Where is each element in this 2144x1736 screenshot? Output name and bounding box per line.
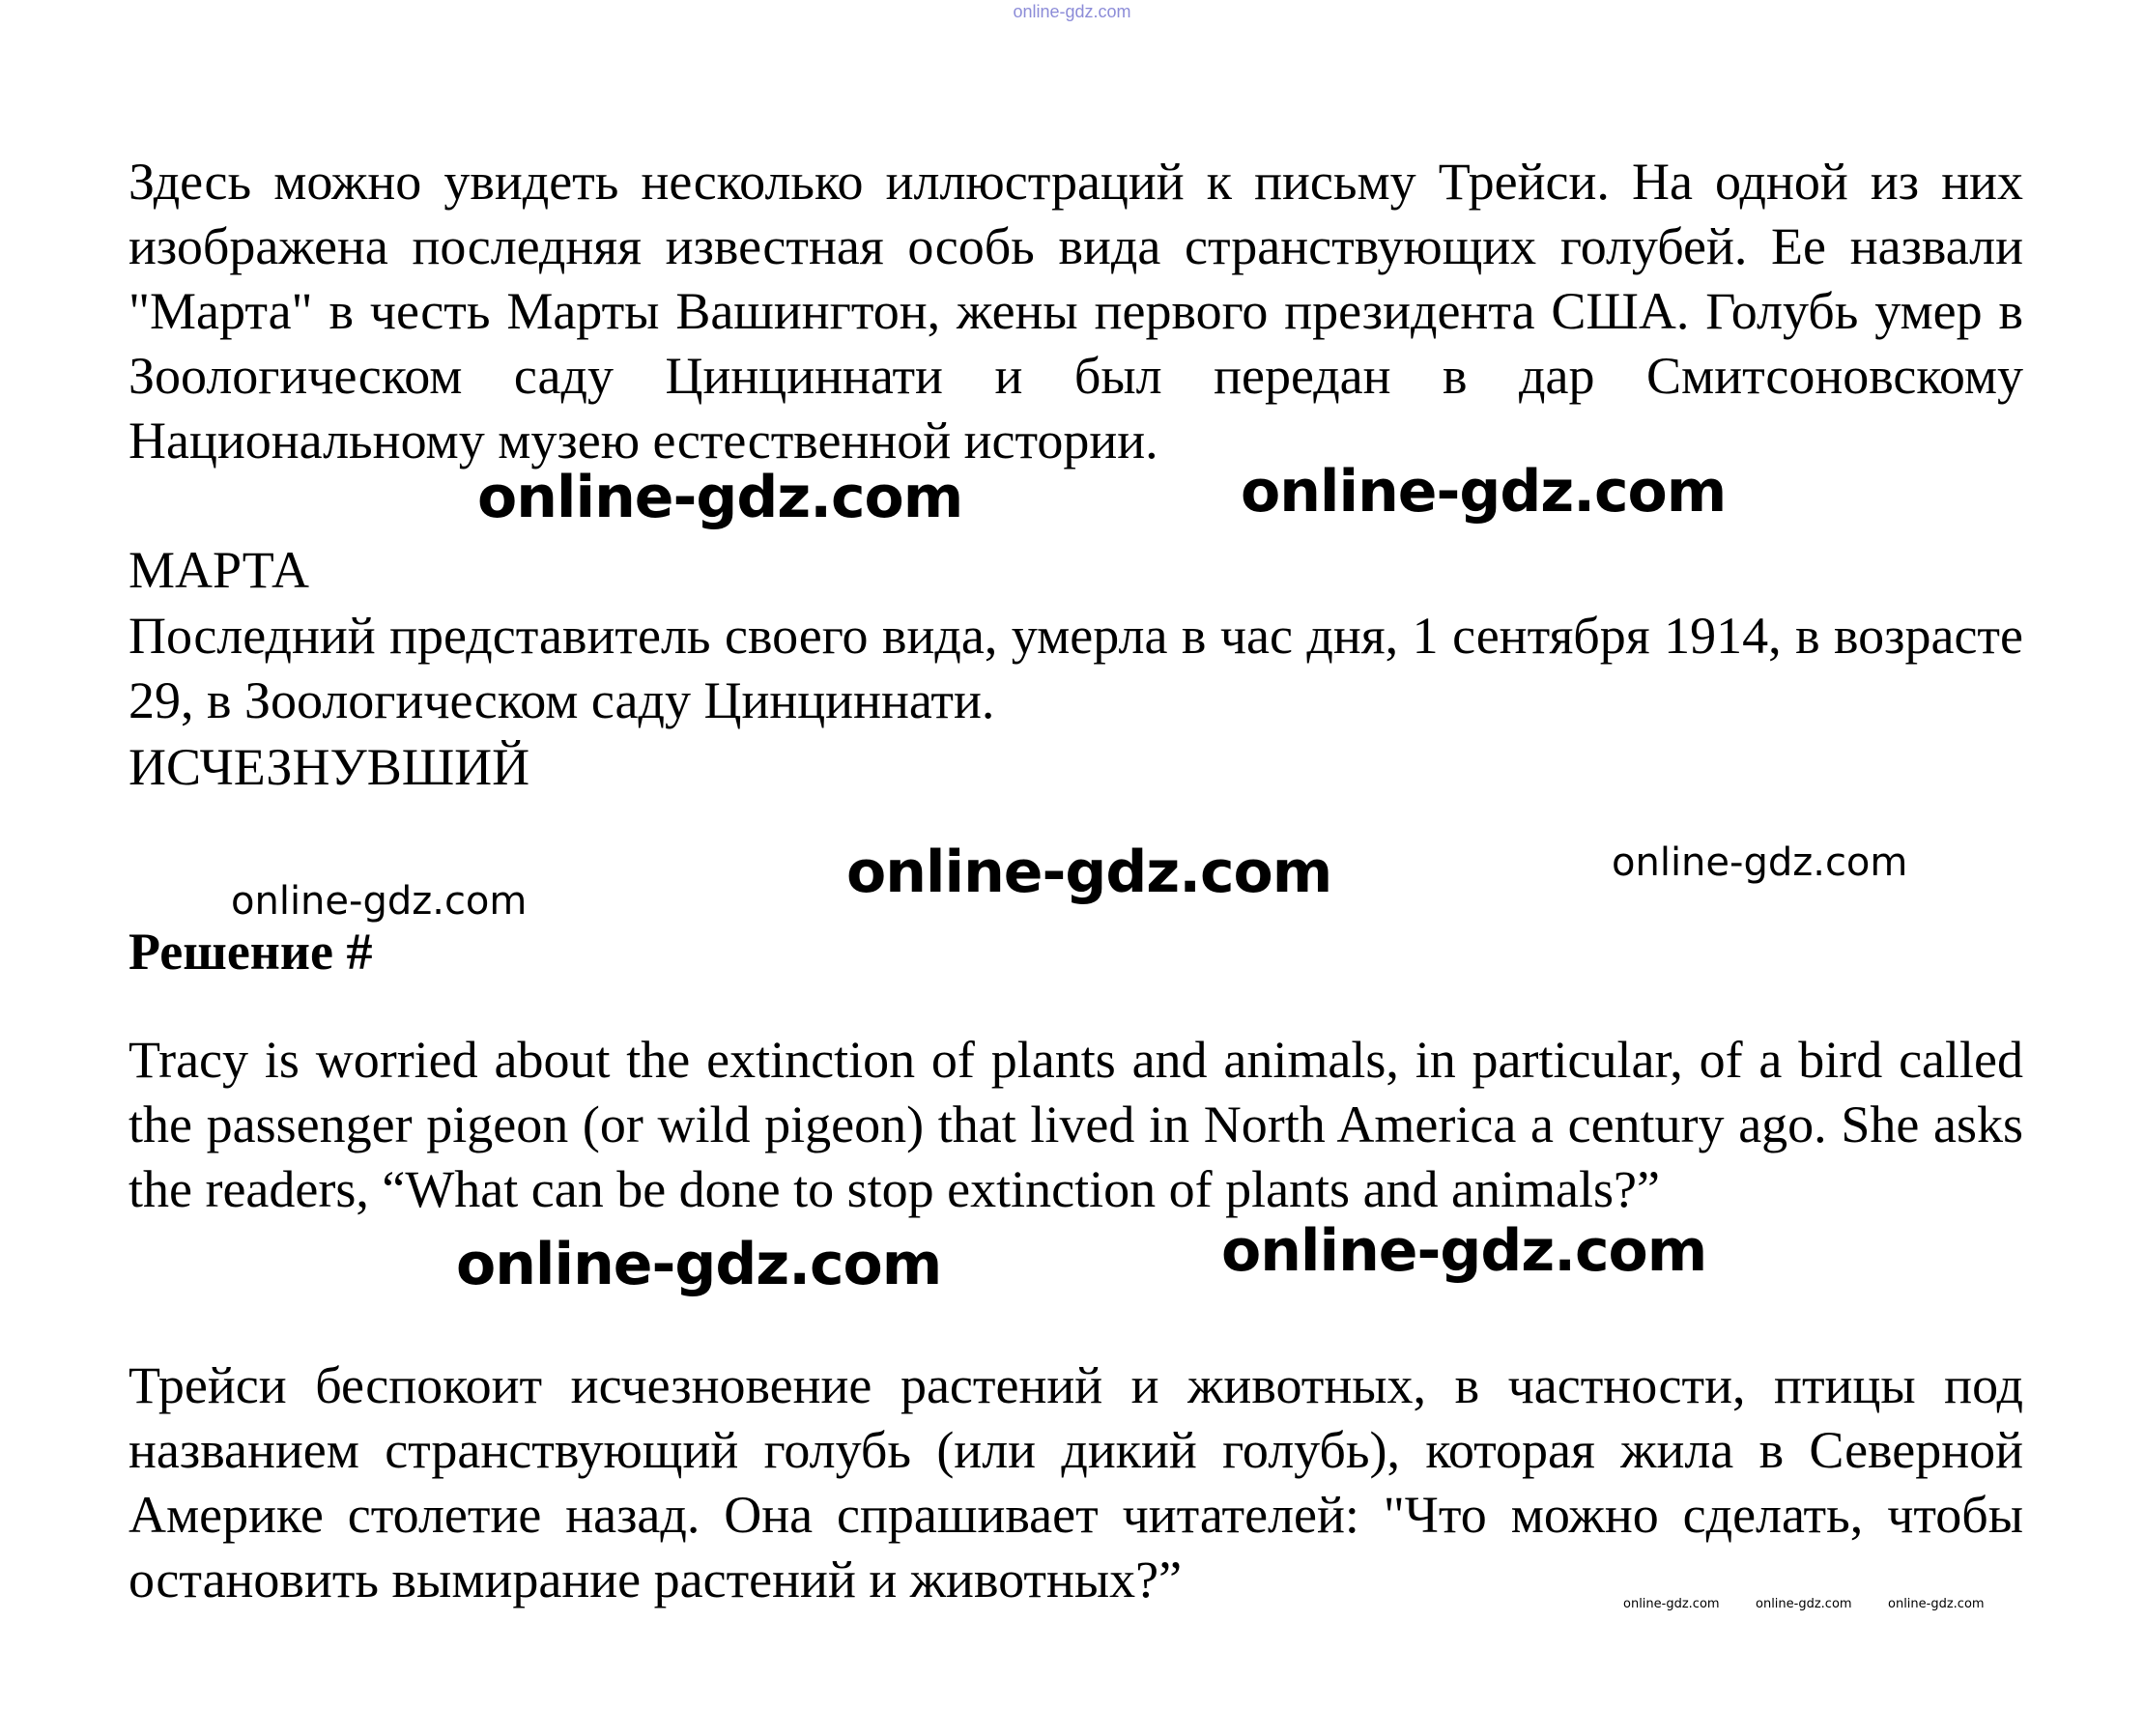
watermark: online-gdz.com — [1612, 840, 1908, 885]
watermark: online-gdz.com — [477, 464, 963, 531]
watermark: online-gdz.com — [231, 879, 528, 924]
english-answer-paragraph: Tracy is worried about the extinction of plants and animals, in particular, of a bird called the passenger pigeon (or wild pigeon) that lived in North America a century ago. She asks the readers, “What can be done to stop extinction of plants and animals?” — [129, 1031, 2023, 1218]
solution-heading: Решение # — [129, 923, 373, 981]
watermark: online-gdz.com — [1888, 1597, 1985, 1611]
intro-paragraph: Здесь можно увидеть несколько иллюстраций к письму Трейси. На одной из них изображена последняя известная особь вида странствующих голубей. Ее назвали "Марта" в честь Марты Вашингтон, жены первого президента США. Голубь умер в Зоологическом саду Цинциннати и был передан в дар Смитсоновскому Национальному музею естественной истории. — [129, 153, 2023, 470]
watermark: online-gdz.com — [846, 839, 1332, 906]
status-label: ИСЧЕЗНУВШИЙ — [129, 738, 530, 796]
watermark: online-gdz.com — [1756, 1597, 1852, 1611]
russian-answer-paragraph: Трейси беспокоит исчезновение растений и животных, в частности, птицы под названием странствующий голубь (или дикий голубь), которая жила в Северной Америке столетие назад. Она спрашивает читателей: "Что можно сделать, чтобы остановить вымирание растений и животных?” — [129, 1356, 2023, 1608]
watermark: online-gdz.com — [1623, 1597, 1720, 1611]
name-label: МАРТА — [129, 541, 309, 599]
watermark: online-gdz.com — [456, 1231, 942, 1298]
caption-paragraph: Последний представитель своего вида, умерла в час дня, 1 сентября 1914, в возрасте 29, в Зоологическом саду Цинциннати. — [129, 607, 2023, 729]
watermark: online-gdz.com — [1241, 458, 1727, 526]
top-watermark: online-gdz.com — [1013, 2, 1131, 21]
watermark: online-gdz.com — [1221, 1217, 1707, 1285]
